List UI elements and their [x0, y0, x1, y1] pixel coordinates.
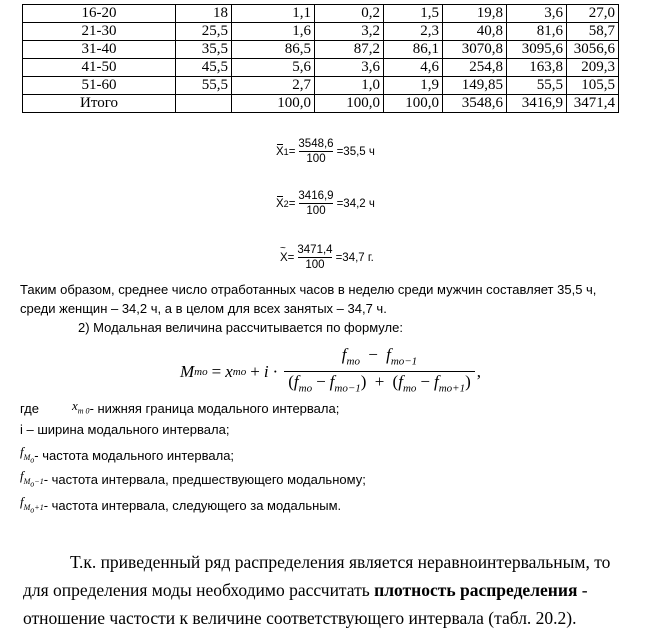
table-cell: 3056,6 — [567, 41, 619, 59]
table-cell: 3095,6 — [507, 41, 567, 59]
table-cell: 18 — [176, 5, 232, 23]
density-term: плотность распределения — [374, 580, 578, 600]
mode-fraction: $\frac{f_{mo} - f_{mo-1}}{(f_{mo} - f_{mo-1}) + (f_{mo} - f_{mo+1})}$ — [284, 345, 475, 399]
table-cell: 35,5 — [176, 41, 232, 59]
modal-formula: M mo = x mo + i · $\frac{f_{mo} - f_{mo-1}}{(f_{mo} - f_{mo-1}) + (f_{mo} - f_{mo+1})}$ , — [180, 345, 481, 399]
def-fm-next: $f_{M_o+1}$ - частота интервала, следующего за модальным. — [20, 493, 341, 519]
x2-sub: 2 — [283, 198, 289, 209]
table-cell: Итого — [23, 95, 176, 113]
def-i: i – ширина модального интервала; — [20, 422, 230, 437]
table-cell: 3,6 — [315, 59, 384, 77]
x2-var: X — [276, 197, 284, 210]
table-cell — [176, 95, 232, 113]
fm-prev-symbol: $f_{M_o-1}$ — [20, 468, 44, 489]
x-var: ~ X — [280, 252, 288, 264]
table-row — [23, 77, 619, 95]
table-cell: 2,3 — [384, 23, 443, 41]
table-cell: 87,2 — [315, 41, 384, 59]
x-numerator: 3471,4 — [297, 244, 333, 256]
where-label: где — [20, 400, 39, 416]
table-cell: 51-60 — [23, 77, 176, 95]
table-cell: 149,85 — [443, 77, 507, 95]
def-x0: где $x_{m 0}$ - нижняя граница модального интервала; — [20, 397, 339, 421]
table-row — [23, 59, 619, 77]
x1-var: X — [276, 145, 284, 158]
table-cell: 1,6 — [232, 23, 315, 41]
table-cell: 4,6 — [384, 59, 443, 77]
table-cell: 41-50 — [23, 59, 176, 77]
table-cell: 209,3 — [567, 59, 619, 77]
table-cell: 58,7 — [567, 23, 619, 41]
table-cell: 1,9 — [384, 77, 443, 95]
table-cell: 100,0 — [315, 95, 384, 113]
table-cell: 86,1 — [384, 41, 443, 59]
table-cell: 0,2 — [315, 5, 384, 23]
table-cell: 3416,9 — [507, 95, 567, 113]
x2-eq: = — [288, 197, 296, 210]
mode-x-sub: mo — [232, 365, 247, 378]
table-cell: 45,5 — [176, 59, 232, 77]
table-cell: 100,0 — [384, 95, 443, 113]
table-cell: 27,0 — [567, 5, 619, 23]
table-cell: 1,0 — [315, 77, 384, 95]
paragraph-line-1: Т.к. приведенный ряд распределения является неравноинтервальным, то — [70, 552, 611, 572]
x2-denominator: 100 — [299, 203, 333, 218]
table-row — [23, 23, 619, 41]
table-cell: 1,5 — [384, 5, 443, 23]
x1-denominator: 100 — [299, 151, 333, 166]
x1-numerator: 3548,6 — [298, 138, 334, 150]
mode-x: x — [225, 361, 233, 381]
table-row — [23, 95, 619, 113]
paragraph-line-2: для определения моды необходимо рассчитать плотность распределения - — [23, 580, 588, 600]
x2-numerator: 3416,9 — [298, 190, 334, 202]
x1-eq: = — [288, 145, 296, 158]
table-cell: 3471,4 — [567, 95, 619, 113]
table-cell: 16-20 — [23, 5, 176, 23]
distribution-table — [22, 4, 619, 113]
fm-next-symbol: $f_{M_o+1}$ — [20, 494, 44, 515]
table-cell: 3070,8 — [443, 41, 507, 59]
mean-women-formula — [276, 189, 375, 218]
table-cell: 3548,6 — [443, 95, 507, 113]
x-eq: = — [287, 251, 295, 264]
x2-result: =34,2 ч — [336, 197, 375, 210]
table-cell: 86,5 — [232, 41, 315, 59]
x1-result: =35,5 ч — [336, 145, 375, 158]
table-cell: 2,7 — [232, 77, 315, 95]
def-fm: $f_{M_o}$ - частота модального интервала; — [20, 443, 234, 469]
table-row — [23, 41, 619, 59]
mode-i: i — [263, 361, 269, 381]
mode-lhs-sub: mo — [194, 365, 208, 378]
modal-intro: 2) Модальная величина рассчитывается по формуле: — [78, 320, 403, 335]
table-cell: 5,6 — [232, 59, 315, 77]
table-cell: 81,6 — [507, 23, 567, 41]
table-cell: 3,6 — [507, 5, 567, 23]
table-cell: 100,0 — [232, 95, 315, 113]
table-cell: 55,5 — [176, 77, 232, 95]
table-cell: 105,5 — [567, 77, 619, 95]
mean-total-formula — [280, 243, 374, 272]
conclusion-line-1: Таким образом, среднее число отработанных часов в неделю среди мужчин составляет 35,5 ч, — [20, 282, 597, 297]
table-cell: 21-30 — [23, 23, 176, 41]
x1-sub: 1 — [283, 146, 289, 157]
table-cell: 163,8 — [507, 59, 567, 77]
table-cell: 19,8 — [443, 5, 507, 23]
table-cell: 31-40 — [23, 41, 176, 59]
mean-men-formula — [276, 137, 375, 166]
def-fm-prev: $f_{M_o-1}$ - частота интервала, предшествующего модальному; — [20, 467, 366, 493]
table-cell: 3,2 — [315, 23, 384, 41]
mode-lhs: M — [180, 361, 195, 381]
x-denominator: 100 — [298, 257, 332, 272]
table-cell: 40,8 — [443, 23, 507, 41]
table-cell: 25,5 — [176, 23, 232, 41]
x0-symbol: $x_{m 0}$ — [72, 398, 90, 416]
table-row — [23, 5, 619, 23]
table-cell: 254,8 — [443, 59, 507, 77]
table-cell: 55,5 — [507, 77, 567, 95]
paragraph-line-3: отношение частости к величине соответствующего интервала (табл. 20.2). — [23, 608, 577, 628]
conclusion-line-2: среди женщин – 34,2 ч, а в целом для всех занятых – 34,7 ч. — [20, 301, 387, 316]
fm-symbol: $f_{M_o}$ — [20, 444, 35, 465]
table-cell: 1,1 — [232, 5, 315, 23]
x-result: =34,7 г. — [335, 251, 374, 264]
